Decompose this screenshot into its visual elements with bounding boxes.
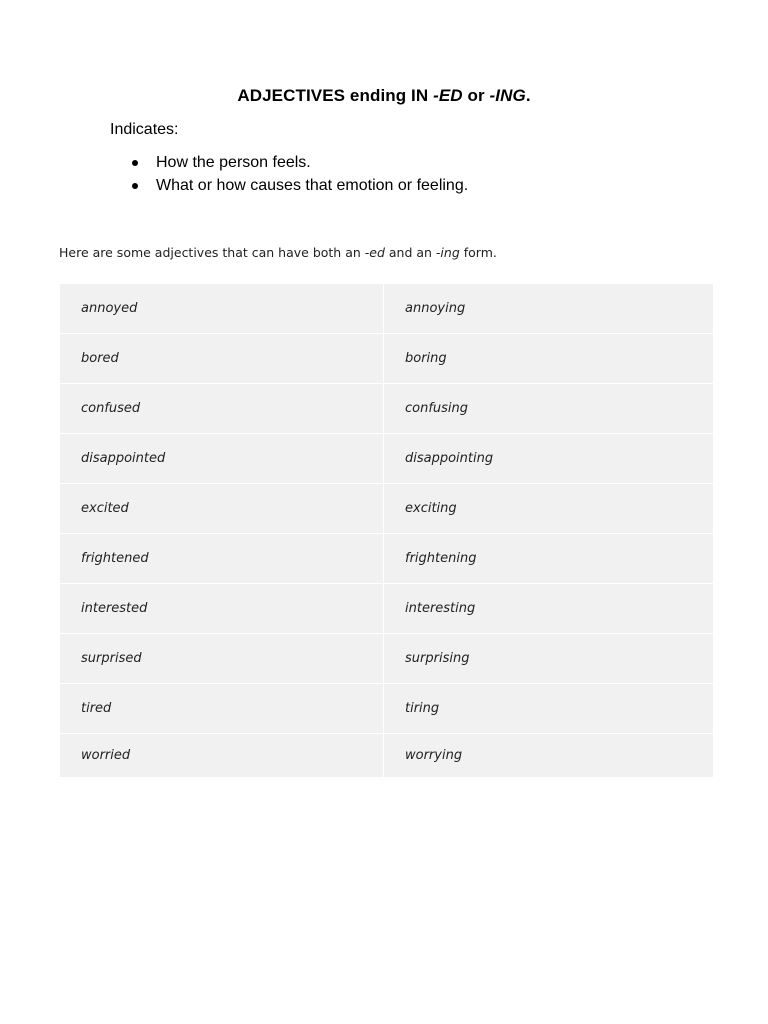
ed-form-cell: interested <box>60 584 384 634</box>
intro-text: Here are some adjectives that can have both an <box>59 245 365 260</box>
intro-form: form. <box>459 245 497 260</box>
table-row <box>60 284 713 334</box>
ing-form-cell: worrying <box>405 748 463 763</box>
bullet-text: What or how causes that emotion or feeling. <box>156 177 469 194</box>
ed-form-cell: confused <box>60 384 384 434</box>
bullet-item <box>130 151 468 174</box>
title-text: ADJECTIVES ending IN <box>237 86 434 105</box>
ing-form-cell: interesting <box>384 584 714 634</box>
bullet-dot-icon <box>132 160 138 166</box>
page-title <box>0 86 768 106</box>
ed-form-cell: tired <box>60 684 384 734</box>
intro-ing: -ing <box>435 245 460 260</box>
ed-form-cell: disappointed <box>60 434 384 484</box>
title-ing-suffix: -ING <box>489 86 526 105</box>
ing-form-cell: tiring <box>384 684 714 734</box>
title-ed-suffix: -ED <box>433 86 463 105</box>
ed-form-cell: bored <box>60 334 384 384</box>
intro-and: and an <box>384 245 436 260</box>
ed-form-cell: worried <box>60 734 384 778</box>
table-row <box>60 534 713 584</box>
ed-form-cell: frightened <box>60 534 384 584</box>
bullet-list <box>130 151 468 197</box>
title-period: . <box>525 86 531 105</box>
intro-ed: -ed <box>364 245 385 260</box>
adjectives-table <box>60 284 713 777</box>
table-row <box>60 584 713 634</box>
bullet-item <box>130 174 468 197</box>
bullet-dot-icon <box>132 183 138 189</box>
ing-form-cell: exciting <box>384 484 714 534</box>
table-row <box>60 484 713 534</box>
ing-form-cell: surprising <box>384 634 714 684</box>
table-row <box>60 434 713 484</box>
intro-paragraph <box>59 245 497 260</box>
table-row <box>60 634 713 684</box>
indicates-label: Indicates: <box>110 121 179 138</box>
table-row <box>60 734 713 778</box>
table-row <box>60 684 713 734</box>
ing-form-cell: confusing <box>384 384 714 434</box>
table-row <box>60 334 713 384</box>
ing-form-cell: annoying <box>384 284 714 334</box>
bullet-text: How the person feels. <box>156 154 311 171</box>
ing-form-cell: frightening <box>384 534 714 584</box>
ing-form-cell: disappointing <box>384 434 714 484</box>
ed-form-cell: excited <box>60 484 384 534</box>
title-or: or <box>462 86 490 105</box>
ing-form-cell: boring <box>384 334 714 384</box>
table-row <box>60 384 713 434</box>
ed-form-cell: annoyed <box>60 284 384 334</box>
ed-form-cell: surprised <box>60 634 384 684</box>
